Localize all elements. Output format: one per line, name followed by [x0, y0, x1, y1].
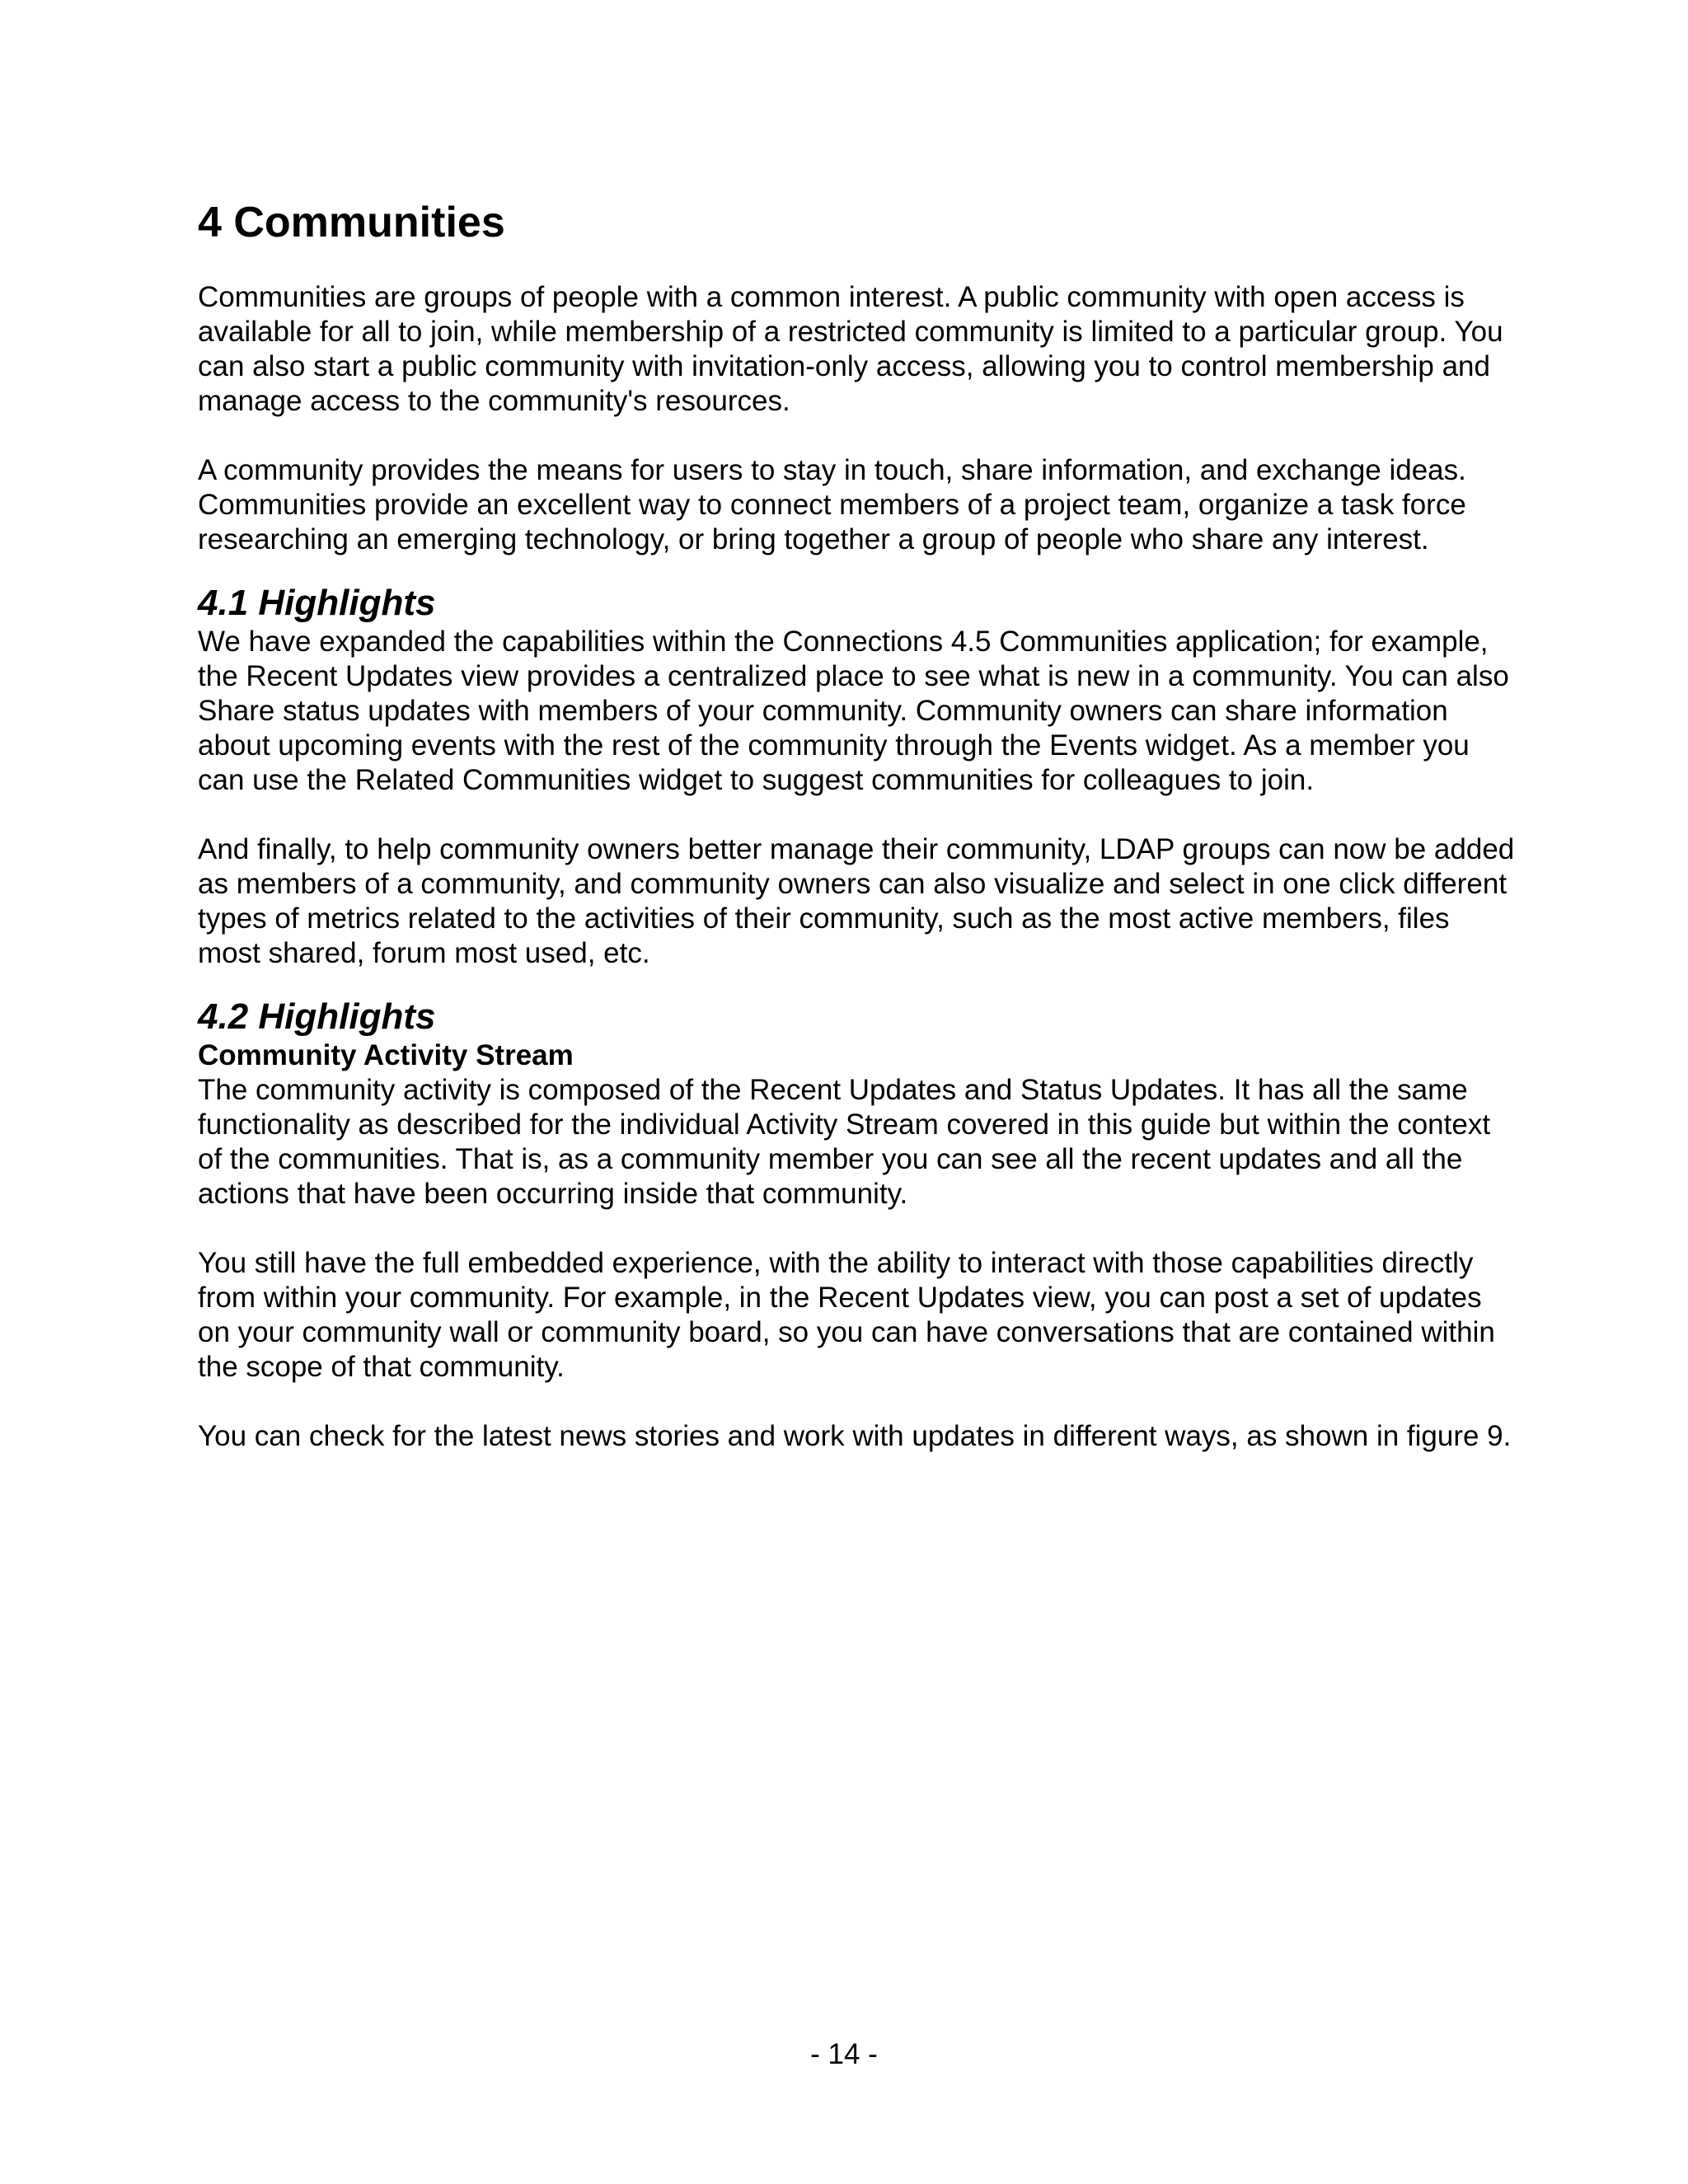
paragraph-spacer — [198, 798, 1517, 832]
paragraph-spacer — [198, 1385, 1517, 1419]
section-4-2-title: 4.2 Highlights — [198, 996, 436, 1037]
section-4-2-subtitle: Community Activity Stream — [198, 1039, 574, 1071]
chapter-paragraph-1: Communities are groups of people with a common interest. A public community with open access is available for all to join, while membership of a restricted community is limited to a particular group. You can also start a public community with invitation-only access, allowing you to control membership and manage access to the community's resources. — [198, 281, 1503, 417]
section-4-2-paragraph-3: You can check for the latest news stories and work with updates in different ways, as shown in figure 9. — [198, 1420, 1512, 1452]
chapter-paragraph-2: A community provides the means for users to stay in touch, share information, and exchange ideas. Communities provide an excellent way to connect members of a project team, organize a task force researching an emerging technology, or bring together a group of people who share any interest. — [198, 454, 1466, 555]
section-4-1-paragraph-2: And finally, to help community owners better manage their community, LDAP groups can now be added as members of a community, and community owners can also visualize and select in one click different types of metrics related to the activities of their community, such as the most active members, files most shared, forum most used, etc. — [198, 833, 1515, 969]
page-content — [198, 196, 1517, 1454]
section-4-2-paragraph-2: You still have the full embedded experience, with the ability to interact with those capabilities directly from within your community. For example, in the Recent Updates view, you can post a set of updates on your community wall or community board, so you can have conversations that are contained within the scope of that community. — [198, 1247, 1495, 1383]
paragraph-spacer — [198, 1212, 1517, 1246]
section-4-2-paragraph-1: The community activity is composed of the Recent Updates and Status Updates. It has all the same functionality as described for the individual Activity Stream covered in this guide but within the context of the communities. That is, as a community member you can see all the recent updates and all the actions that have been occurring inside that community. — [198, 1074, 1491, 1210]
section-4-1-paragraph-1: We have expanded the capabilities within the Connections 4.5 Communities application; for example, the Recent Updates view provides a centralized place to see what is new in a community. You can also Share status updates with members of your community. Community owners can share information about upcoming events with the rest of the community through the Events widget. As a member you can use the Related Communities widget to suggest communities for colleagues to join. — [198, 626, 1509, 796]
section-spacer — [198, 971, 1517, 996]
section-spacer — [198, 557, 1517, 582]
page-number: - 14 - — [810, 2038, 878, 2070]
section-4-1-title: 4.1 Highlights — [198, 583, 436, 623]
chapter-title: 4 Communities — [198, 199, 505, 246]
paragraph-spacer — [198, 419, 1517, 453]
